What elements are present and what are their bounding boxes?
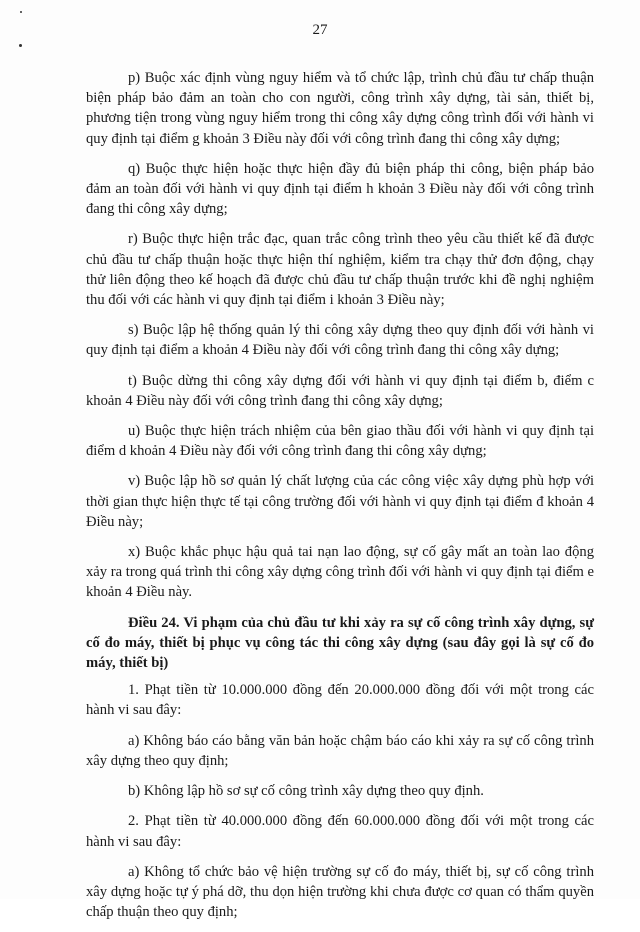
document-body bbox=[86, 68, 594, 932]
paragraph-r: r) Buộc thực hiện trắc đạc, quan trắc công trình theo yêu cầu thiết kế đã được chủ đầu tư chấp thuận hoặc thực hiện thí nghiệm, kiểm tra chạy thử đơn động, chạy thử liên động theo kế hoạch đã được chủ đầu tư chấp thuận trước khi đề nghị nghiệm thu đối với các hành vi quy định tại điểm i khoản 3 Điều này; bbox=[86, 231, 594, 309]
paragraph-q: q) Buộc thực hiện hoặc thực hiện đầy đủ biện pháp thi công, biện pháp bảo đảm an toàn đối với hành vi quy định tại điểm h khoản 3 Điều này đối với công trình đang thi công xây dựng; bbox=[86, 160, 594, 218]
paragraph-p: p) Buộc xác định vùng nguy hiểm và tổ chức lập, trình chủ đầu tư chấp thuận biện pháp bảo đảm an toàn cho con người, công trình xây dựng, tài sản, thiết bị, phương tiện trong vùng nguy hiểm trong thi công xây dựng công trình đối với hành vi quy định tại điểm g khoản 3 Điều này đối với công trình đang thi công xây dựng; bbox=[86, 70, 594, 147]
paragraph-s: s) Buộc lập hệ thống quản lý thi công xây dựng theo quy định đối với hành vi quy định tại điểm a khoản 4 Điều này đối với công trình đang thi công xây dựng; bbox=[86, 322, 594, 359]
scan-speck bbox=[20, 11, 22, 13]
paragraph-x: x) Buộc khắc phục hậu quả tai nạn lao động, sự cố gây mất an toàn lao động xảy ra trong quá trình thi công xây dựng công trình đối với hành vi quy định tại điểm e khoản 4 Điều này. bbox=[86, 544, 594, 601]
paragraph-u: u) Buộc thực hiện trách nhiệm của bên giao thầu đối với hành vi quy định tại điểm d khoản 4 Điều này đối với công trình đang thi công xây dựng; bbox=[86, 423, 594, 460]
article-heading: Điều 24. Vi phạm của chủ đầu tư khi xảy ra sự cố công trình xây dựng, sự cố đo máy, thiết bị phục vụ công tác thi công xây dựng (sau đây gọi là sự cố đo máy, thiết bị) bbox=[86, 614, 594, 672]
paragraph-t: t) Buộc dừng thi công xây dựng đối với hành vi quy định tại điểm b, điểm c khoản 4 Điều này đối với công trình đang thi công xây dựng; bbox=[86, 372, 594, 409]
paragraph-v: v) Buộc lập hồ sơ quản lý chất lượng của các công việc xây dựng phù hợp với thời gian thực hiện thực tế tại công trường đối với hành vi quy định tại điểm đ khoản 4 Điều này; bbox=[86, 473, 594, 530]
article-clause-1: 1. Phạt tiền từ 10.000.000 đồng đến 20.000.000 đồng đối với một trong các hành vi sau đây: bbox=[86, 682, 594, 719]
article-point-1b: b) Không lập hồ sơ sự cố công trình xây dựng theo quy định. bbox=[128, 783, 484, 800]
scan-speck bbox=[19, 44, 22, 47]
article-clause-2: 2. Phạt tiền từ 40.000.000 đồng đến 60.000.000 đồng đối với một trong các hành vi sau đây: bbox=[86, 813, 594, 850]
page-number: 27 bbox=[312, 22, 328, 38]
article-point-2a: a) Không tổ chức bảo vệ hiện trường sự cố đo máy, thiết bị, sự cố công trình xây dựng hoặc tự ý phá dỡ, thu dọn hiện trường khi chưa được cơ quan có thẩm quyền chấp thuận theo quy định; bbox=[86, 863, 594, 921]
article-point-1a: a) Không báo cáo bằng văn bản hoặc chậm báo cáo khi xảy ra sự cố công trình xây dựng theo quy định; bbox=[86, 732, 594, 769]
